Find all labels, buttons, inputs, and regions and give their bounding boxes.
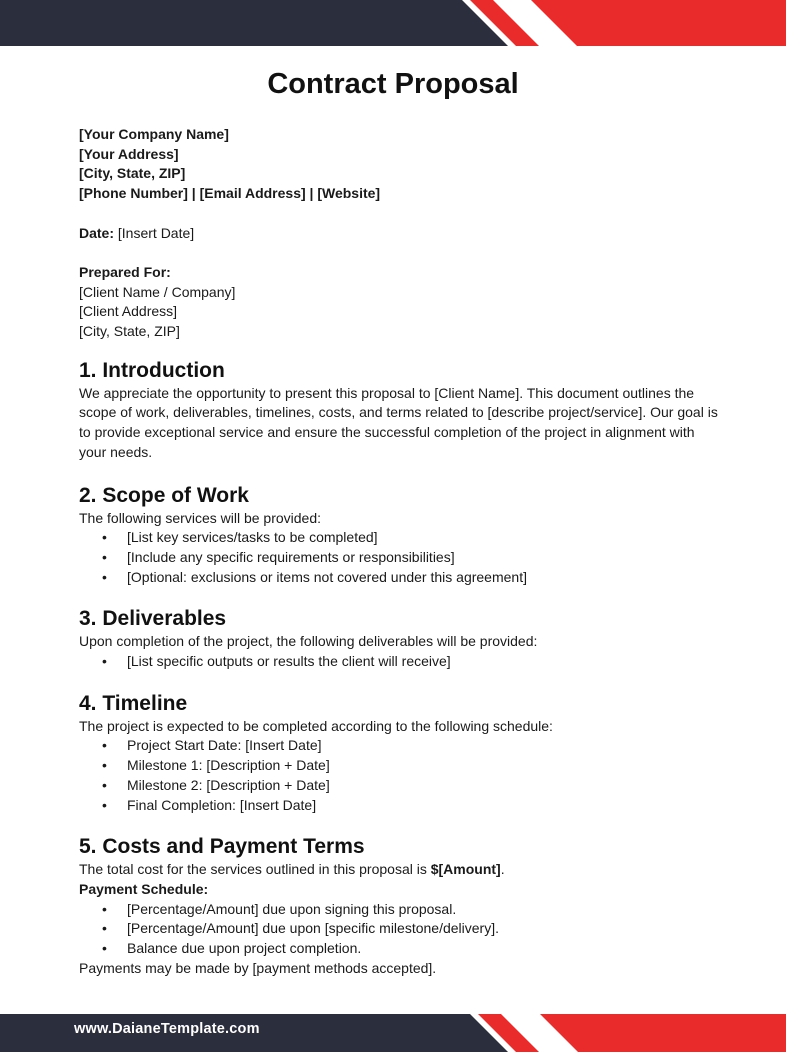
date-value: [Insert Date] xyxy=(117,224,195,241)
list-item: • [Percentage/Amount] due upon signing this proposal. xyxy=(79,900,719,920)
scope-list xyxy=(79,528,719,587)
list-item: • Final Completion: [Insert Date] xyxy=(79,796,719,816)
total-cost-end: . xyxy=(500,861,505,878)
client-name: [Client Name / Company] xyxy=(79,283,236,300)
list-item: • [Percentage/Amount] due upon [specific milestone/delivery]. xyxy=(79,919,719,939)
total-cost-line xyxy=(79,860,719,880)
company-contact: [Phone Number] | [Email Address] | [Website] xyxy=(79,185,381,202)
section-deliverables xyxy=(79,587,719,671)
total-cost-text: The total cost for the services outlined in this proposal is xyxy=(79,861,431,878)
list-item: • Milestone 2: [Description + Date] xyxy=(79,776,719,796)
costs-heading: 5. Costs and Payment Terms xyxy=(79,835,365,859)
list-item: • Project Start Date: [Insert Date] xyxy=(79,736,719,756)
section-timeline xyxy=(79,672,719,816)
prepared-for-label: Prepared For: xyxy=(79,263,171,280)
company-name: [Your Company Name] xyxy=(79,126,229,142)
introduction-heading: 1. Introduction xyxy=(79,358,225,382)
company-block xyxy=(79,125,719,204)
deliverables-heading: 3. Deliverables xyxy=(79,607,227,631)
date-line xyxy=(79,224,719,244)
top-decorative-band xyxy=(0,0,786,46)
scope-heading: 2. Scope of Work xyxy=(79,483,249,507)
list-item: • [Optional: exclusions or items not covered under this agreement] xyxy=(79,568,719,588)
introduction-text: We appreciate the opportunity to present this proposal to [Client Name]. This document outlines the scope of work, deliverables, timelines, costs, and terms related to [describe project/service]. Our goal is to provide exceptional service and ensure the successful completion of the project in alignment with your needs. xyxy=(79,384,718,460)
payment-methods: Payments may be made by [payment methods accepted]. xyxy=(79,959,437,976)
payment-schedule-list xyxy=(79,900,719,959)
section-introduction xyxy=(79,342,719,463)
bottom-red-band xyxy=(540,1014,786,1052)
list-item: • [Include any specific requirements or responsibilities] xyxy=(79,548,719,568)
prepared-for-block xyxy=(79,263,719,342)
list-item: • Balance due upon project completion. xyxy=(79,939,719,959)
timeline-intro: The project is expected to be completed according to the following schedule: xyxy=(79,717,553,734)
top-navy-band xyxy=(0,0,508,46)
company-address: [Your Address] xyxy=(79,145,179,162)
section-scope xyxy=(79,463,719,588)
client-city: [City, State, ZIP] xyxy=(79,323,180,339)
footer-website: www.DaianeTemplate.com xyxy=(74,1021,260,1037)
scope-intro: The following services will be provided: xyxy=(79,509,321,526)
list-item: • [List key services/tasks to be completed] xyxy=(79,528,719,548)
section-costs xyxy=(79,815,719,978)
timeline-heading: 4. Timeline xyxy=(79,691,188,715)
list-item: • [List specific outputs or results the client will receive] xyxy=(79,652,719,672)
timeline-list xyxy=(79,736,719,815)
date-label: Date: xyxy=(79,224,115,241)
company-city: [City, State, ZIP] xyxy=(79,165,186,182)
top-red-band xyxy=(531,0,786,46)
deliverables-list xyxy=(79,652,719,672)
document-body xyxy=(79,125,719,978)
document-title: Contract Proposal xyxy=(267,68,519,100)
deliverables-intro: Upon completion of the project, the following deliverables will be provided: xyxy=(79,633,538,650)
payment-schedule-label: Payment Schedule: xyxy=(79,880,209,897)
client-address: [Client Address] xyxy=(79,303,178,320)
list-item: • Milestone 1: [Description + Date] xyxy=(79,756,719,776)
total-amount: $[Amount] xyxy=(430,861,501,878)
